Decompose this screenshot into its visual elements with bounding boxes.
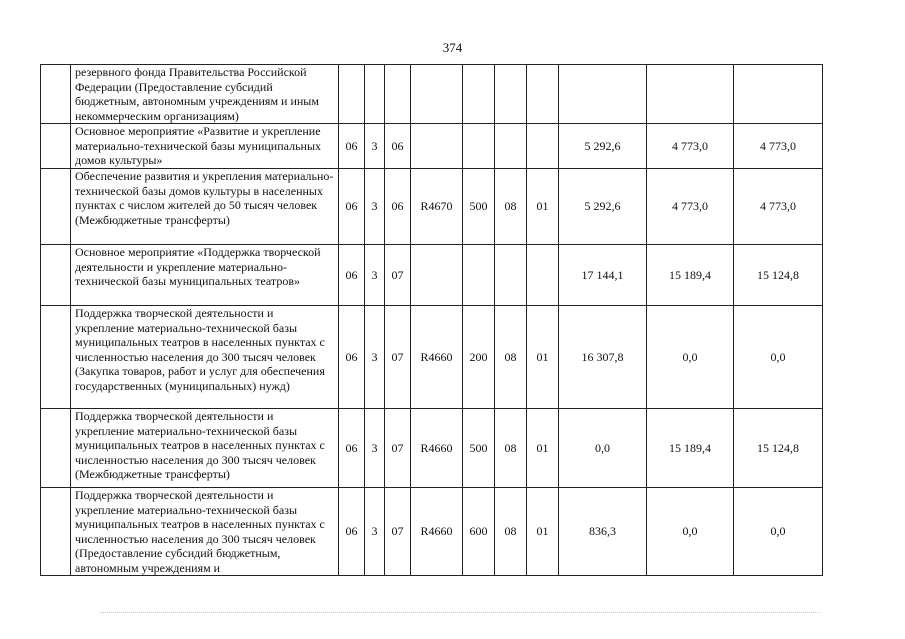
subprogram-cell: 3: [365, 245, 385, 306]
program-cell: 06: [339, 124, 365, 169]
main-event-cell: 06: [385, 169, 411, 245]
amount-3-cell: 15 124,8: [734, 245, 823, 306]
amount-2-cell: 0,0: [647, 488, 734, 576]
subprogram-cell: [365, 65, 385, 124]
description-cell: Основное мероприятие «Развитие и укрепление материально-технической базы муниципальных домов культуры»: [71, 124, 339, 169]
subsection-cell: 01: [527, 306, 559, 409]
section-cell: [495, 65, 527, 124]
subprogram-cell: 3: [365, 488, 385, 576]
row-number-cell: [41, 65, 71, 124]
program-cell: 06: [339, 488, 365, 576]
description-cell: Поддержка творческой деятельности и укрепление материально-технической базы муниципальных театров в населенных пунктах с численностью населения до 300 тысяч человек (Предоставление субсидий бюджетным, автономным учреждениям и: [71, 488, 339, 576]
amount-3-cell: 4 773,0: [734, 169, 823, 245]
program-cell: 06: [339, 169, 365, 245]
amount-3-cell: 4 773,0: [734, 124, 823, 169]
amount-2-cell: 15 189,4: [647, 409, 734, 488]
direction-cell: R4660: [411, 306, 463, 409]
row-number-cell: [41, 306, 71, 409]
description-cell: Поддержка творческой деятельности и укрепление материально-технической базы муниципальных театров в населенных пунктах с численностью населения до 300 тысяч человек (Закупка товаров, работ и услуг для обеспечения государственных (муниципальных) нужд): [71, 306, 339, 409]
amount-3-cell: 15 124,8: [734, 409, 823, 488]
direction-cell: [411, 245, 463, 306]
program-cell: 06: [339, 409, 365, 488]
expense-type-cell: 200: [463, 306, 495, 409]
section-cell: 08: [495, 169, 527, 245]
description-cell: Обеспечение развития и укрепления материально-технической базы домов культуры в населенных пунктах с числом жителей до 50 тысяч человек (Межбюджетные трансферты): [71, 169, 339, 245]
main-event-cell: 07: [385, 409, 411, 488]
subprogram-cell: 3: [365, 169, 385, 245]
amount-3-cell: 0,0: [734, 306, 823, 409]
subsection-cell: 01: [527, 488, 559, 576]
section-cell: [495, 245, 527, 306]
description-cell: Основное мероприятие «Поддержка творческой деятельности и укрепление материально-технической базы муниципальных театров»: [71, 245, 339, 306]
table-row: [41, 306, 823, 409]
row-number-cell: [41, 488, 71, 576]
table-row: [41, 245, 823, 306]
main-event-cell: [385, 65, 411, 124]
amount-1-cell: 5 292,6: [559, 169, 647, 245]
subprogram-cell: 3: [365, 124, 385, 169]
expense-type-cell: [463, 65, 495, 124]
main-event-cell: 07: [385, 245, 411, 306]
expense-type-cell: 500: [463, 409, 495, 488]
section-cell: 08: [495, 409, 527, 488]
expense-type-cell: [463, 124, 495, 169]
direction-cell: R4660: [411, 488, 463, 576]
direction-cell: [411, 124, 463, 169]
amount-3-cell: 0,0: [734, 488, 823, 576]
subsection-cell: [527, 65, 559, 124]
expense-type-cell: 600: [463, 488, 495, 576]
section-cell: 08: [495, 306, 527, 409]
page-bottom-divider: [100, 612, 820, 613]
subsection-cell: [527, 245, 559, 306]
program-cell: 06: [339, 245, 365, 306]
row-number-cell: [41, 169, 71, 245]
description-cell: резервного фонда Правительства Российской Федерации (Предоставление субсидий бюджетным, автономным учреждениям и иным некоммерческим организациям): [71, 65, 339, 124]
program-cell: 06: [339, 306, 365, 409]
program-cell: [339, 65, 365, 124]
amount-2-cell: 15 189,4: [647, 245, 734, 306]
amount-2-cell: [647, 65, 734, 124]
row-number-cell: [41, 409, 71, 488]
amount-2-cell: 4 773,0: [647, 169, 734, 245]
direction-cell: R4670: [411, 169, 463, 245]
amount-1-cell: 16 307,8: [559, 306, 647, 409]
amount-1-cell: 0,0: [559, 409, 647, 488]
amount-1-cell: 5 292,6: [559, 124, 647, 169]
section-cell: [495, 124, 527, 169]
table-row: [41, 124, 823, 169]
subprogram-cell: 3: [365, 409, 385, 488]
table-row: [41, 488, 823, 576]
direction-cell: [411, 65, 463, 124]
subsection-cell: [527, 124, 559, 169]
expense-type-cell: 500: [463, 169, 495, 245]
row-number-cell: [41, 124, 71, 169]
table-row: [41, 409, 823, 488]
amount-1-cell: 836,3: [559, 488, 647, 576]
description-cell: Поддержка творческой деятельности и укрепление материально-технической базы муниципальных театров в населенных пунктах с численностью населения до 300 тысяч человек (Межбюджетные трансферты): [71, 409, 339, 488]
main-event-cell: 06: [385, 124, 411, 169]
expense-type-cell: [463, 245, 495, 306]
row-number-cell: [41, 245, 71, 306]
table-row: [41, 169, 823, 245]
amount-1-cell: 17 144,1: [559, 245, 647, 306]
direction-cell: R4660: [411, 409, 463, 488]
amount-2-cell: 4 773,0: [647, 124, 734, 169]
budget-table: [40, 64, 823, 576]
section-cell: 08: [495, 488, 527, 576]
amount-2-cell: 0,0: [647, 306, 734, 409]
subsection-cell: 01: [527, 169, 559, 245]
subsection-cell: 01: [527, 409, 559, 488]
page-number: 374: [442, 40, 463, 55]
table-row: [41, 65, 823, 124]
main-event-cell: 07: [385, 488, 411, 576]
main-event-cell: 07: [385, 306, 411, 409]
amount-1-cell: [559, 65, 647, 124]
amount-3-cell: [734, 65, 823, 124]
subprogram-cell: 3: [365, 306, 385, 409]
